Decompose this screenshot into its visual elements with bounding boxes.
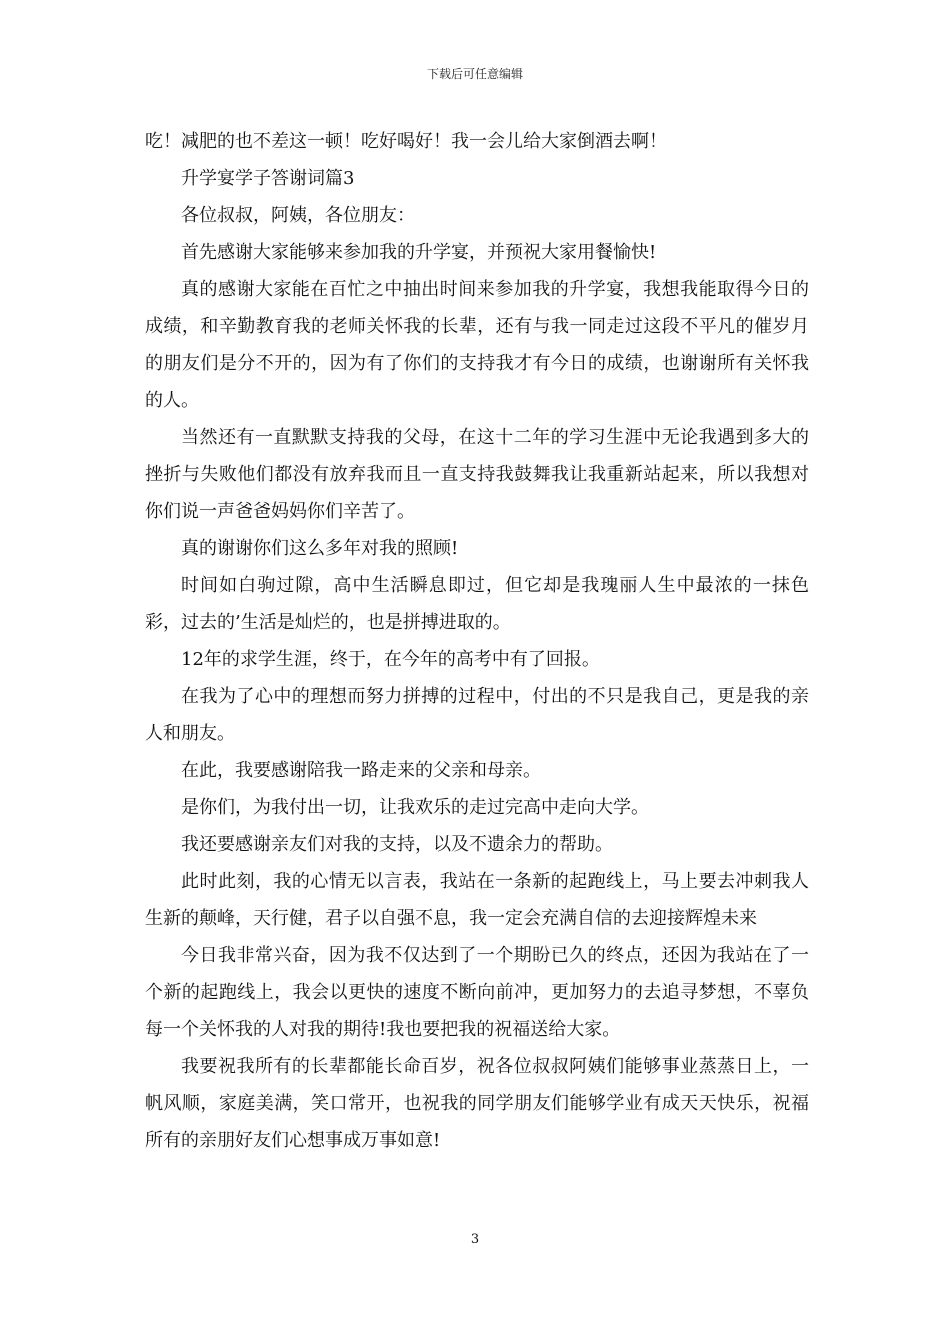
- document-body: [145, 123, 809, 1159]
- section-heading: 升学宴学子答谢词篇3: [181, 168, 355, 189]
- paragraph: 在我为了心中的理想而努力拼搏的过程中，付出的不只是我自己，更是我的亲人和朋友。: [145, 686, 809, 744]
- paragraph: 今日我非常兴奋，因为我不仅达到了一个期盼已久的终点，还因为我站在了一个新的起跑线上，我会以更快的速度不断向前冲，更加努力的去追寻梦想，不辜负每一个关怀我的人对我的期待!我也要把我的祝福送给大家。: [145, 945, 809, 1040]
- paragraph: 此时此刻，我的心情无以言表，我站在一条新的起跑线上，马上要去冲刺我人生新的颠峰，天行健，君子以自强不息，我一定会充满自信的去迎接辉煌未来: [145, 871, 809, 929]
- paragraph: 首先感谢大家能够来参加我的升学宴，并预祝大家用餐愉快!: [181, 242, 657, 263]
- paragraph-continuation: 吃！减肥的也不差这一顿！吃好喝好！我一会儿给大家倒酒去啊！: [145, 131, 667, 152]
- paragraph: 在此，我要感谢陪我一路走来的父亲和母亲。: [181, 760, 541, 781]
- page-number: 3: [470, 1232, 480, 1247]
- paragraph: 真的感谢大家能在百忙之中抽出时间来参加我的升学宴，我想我能取得今日的成绩，和辛勤教育我的老师关怀我的长辈，还有与我一同走过这段不平凡的催岁月的朋友们是分不开的，因为有了你们的支持我才有今日的成绩，也谢谢所有关怀我的人。: [145, 279, 809, 411]
- paragraph: 是你们，为我付出一切，让我欢乐的走过完高中走向大学。: [181, 797, 649, 818]
- paragraph: 时间如白驹过隙，高中生活瞬息即过，但它却是我瑰丽人生中最浓的一抹色彩，过去的’生活是灿烂的，也是拼搏进取的。: [145, 575, 809, 633]
- page-header-note: 下载后可任意编辑: [426, 67, 523, 81]
- paragraph: 我还要感谢亲友们对我的支持，以及不遗余力的帮助。: [181, 834, 613, 855]
- paragraph: 12年的求学生涯，终于，在今年的高考中有了回报。: [181, 649, 600, 670]
- salutation: 各位叔叔，阿姨，各位朋友：: [181, 205, 415, 226]
- paragraph: 真的谢谢你们这么多年对我的照顾!: [181, 538, 459, 559]
- paragraph: 我要祝我所有的长辈都能长命百岁，祝各位叔叔阿姨们能够事业蒸蒸日上，一帆风顺，家庭美满，笑口常开，也祝我的同学朋友们能够学业有成天天快乐，祝福所有的亲朋好友们心想事成万事如意!: [145, 1056, 809, 1151]
- paragraph: 当然还有一直默默支持我的父母，在这十二年的学习生涯中无论我遇到多大的挫折与失败他们都没有放弃我而且一直支持我鼓舞我让我重新站起来，所以我想对你们说一声爸爸妈妈你们辛苦了。: [145, 427, 809, 522]
